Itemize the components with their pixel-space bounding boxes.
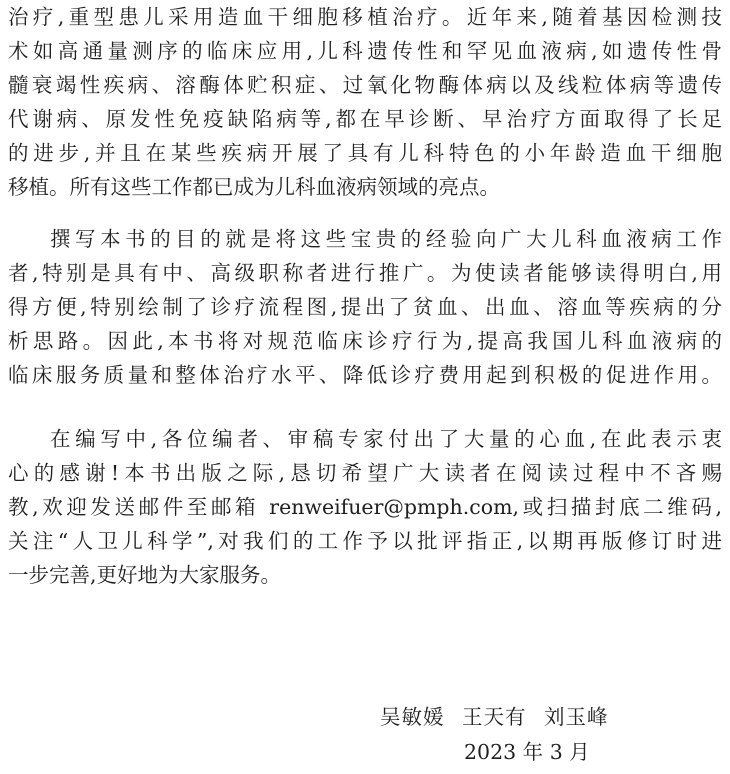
text-line: 得方便,特别绘制了诊疗流程图,提出了贫血、出血、溶血等疾病的分 <box>8 295 722 319</box>
text-line: 术如高通量测序的临床应用,儿科遗传性和罕见血液病,如遗传性骨 <box>8 39 722 63</box>
text-line: 一步完善,更好地为大家服务。 <box>8 563 282 587</box>
text-line: 髓衰竭性疾病、溶酶体贮积症、过氧化物酶体病以及线粒体病等遗传 <box>8 73 722 97</box>
paragraph-start-line: 在编写中,各位编者、审稿专家付出了大量的心血,在此表示衷 <box>50 427 722 451</box>
text-line: 的进步,并且在某些疾病开展了具有儿科特色的小年龄造血干细胞 <box>8 141 722 165</box>
text-line: 代谢病、原发性免疫缺陷病等,都在早诊断、早治疗方面取得了长足 <box>8 107 722 131</box>
paragraph-start-line: 撰写本书的目的就是将这些宝贵的经验向广大儿科血液病工作 <box>50 227 722 251</box>
text-line: 析思路。因此,本书将对规范临床诊疗行为,提高我国儿科血液病的 <box>8 329 722 353</box>
text-line: 治疗,重型患儿采用造血干细胞移植治疗。近年来,随着基因检测技 <box>8 5 722 29</box>
text-line: 关注“人卫儿科学”,对我们的工作予以批评指正,以期再版修订时进 <box>8 529 722 553</box>
authors-signature: 吴敏媛 王天有 刘玉峰 <box>380 705 609 729</box>
email-text-line: 教,欢迎发送邮件至邮箱 renweifuer@pmph.com,或扫描封底二维码, <box>8 495 722 519</box>
signature-date: 2023 年 3 月 <box>464 740 590 764</box>
text-line: 心的感谢!本书出版之际,恳切希望广大读者在阅读过程中不吝赐 <box>8 461 722 485</box>
text-line: 临床服务质量和整体治疗水平、降低诊疗费用起到积极的促进作用。 <box>8 363 722 387</box>
text-line: 者,特别是具有中、高级职称者进行推广。为使读者能够读得明白,用 <box>8 261 722 285</box>
text-line: 移植。所有这些工作都已成为儿科血液病领域的亮点。 <box>8 175 500 199</box>
